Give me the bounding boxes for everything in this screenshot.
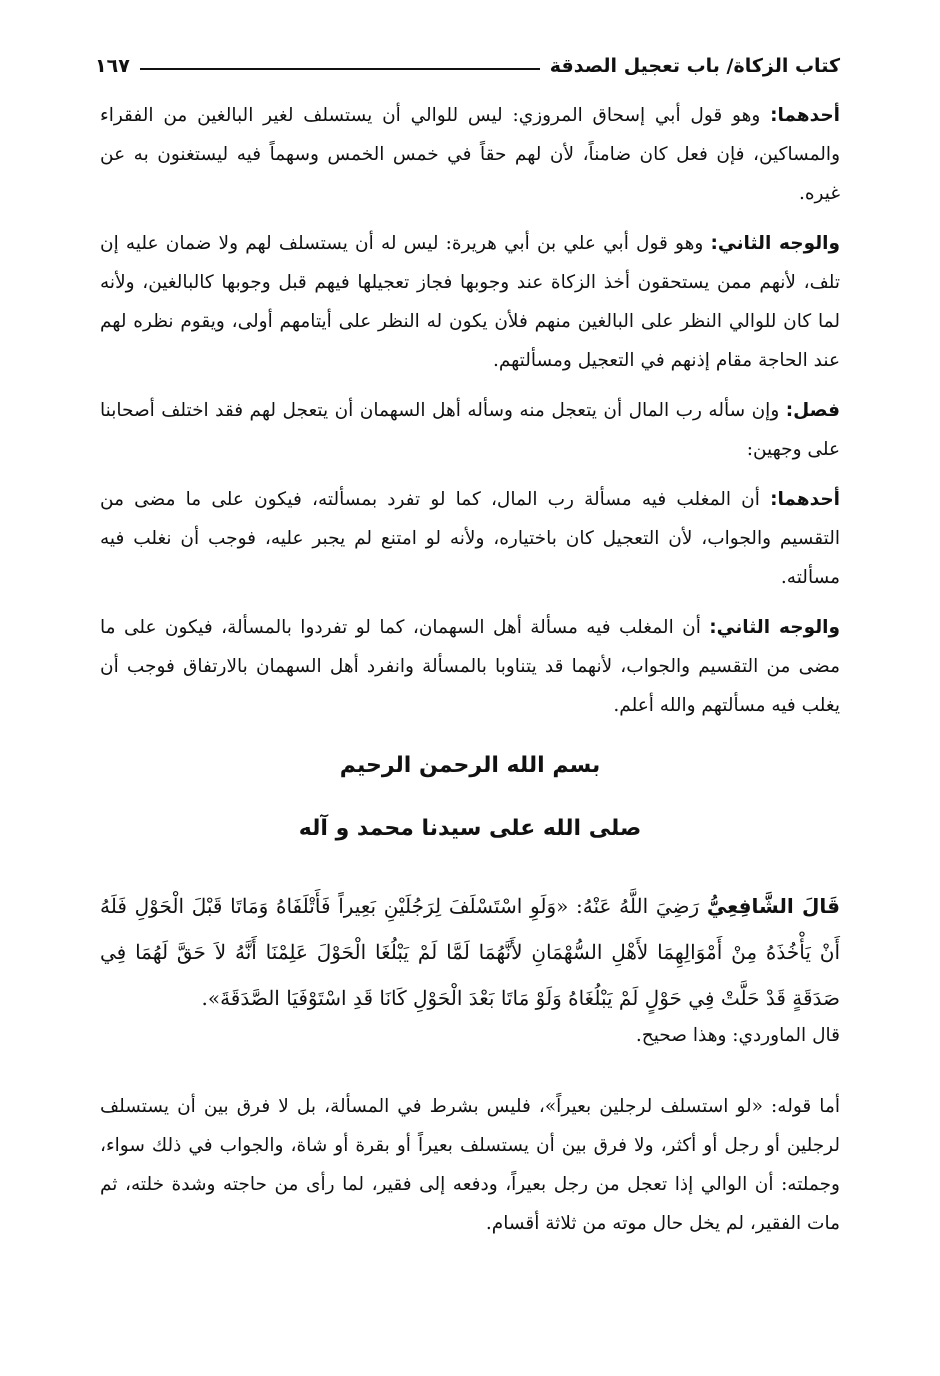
basmala-heading: بسم الله الرحمن الرحيم: [339, 753, 601, 778]
paragraph-second-view: [100, 224, 840, 380]
paragraph-text: أن المغلب فيه مسألة رب المال، كما لو تفرد بمسألته، فيكون على ما مضى من التقسيم والجواب، لأن التعجيل كان باختياره، ولأنه لو امتنع لم يجبر عليه، فوجب أن نغلب فيه مسألته.: [100, 489, 840, 588]
paragraph-lead: أحدهما:: [770, 105, 840, 126]
shafii-quote: [100, 883, 840, 1021]
page-body: [100, 96, 840, 1254]
paragraph-lead: أحدهما:: [770, 489, 840, 510]
salawat-heading: صلى الله على سيدنا محمد و آله: [298, 816, 642, 841]
paragraph-text: وهو قول أبي علي بن أبي هريرة: ليس له أن يستسلف لهم ولا ضمان عليه إن تلف، لأنهم ممن يستحقون أخذ الزكاة عند وجوبها فجاز تعجيلها فيهم قبل وجوبها كالبالغين، ولأنه لما كان للوالي النظر على البالغين منهم فلأن يكون له النظر على أيتامهم أولى، ويقوم نظره لهم عند الحاجة مقام إذنهم في التعجيل ومسألتهم.: [100, 233, 840, 371]
paragraph-text: وهو قول أبي إسحاق المروزي: ليس للوالي أن يستسلف لغير البالغين من الفقراء والمساكين، فإن فعل كان ضامناً، لأن لهم حقاً في خمس الخمس وسهماً فيه ليستغنون به عن غيره.: [100, 105, 840, 204]
paragraph-lead: والوجه الثاني:: [709, 617, 840, 638]
paragraph-lead: والوجه الثاني:: [710, 233, 840, 254]
header-rule: [140, 68, 540, 70]
quote-text: رَضِيَ اللَّهُ عَنْهُ: «وَلَوِ اسْتَسْلَفَ لِرَجُلَيْنِ بَعِيراً فَأَتْلَفَاهُ وَمَاتَا قَبْلَ الْحَوْلِ فَلَهُ أَنْ يَأْخُذَهُ مِنْ أَمْوَالِهِمَا لأَهْلِ السُّهْمَانِ لأَنَّهُمَا لَمَّا لَمْ يَبْلُغَا الْحَوْلَ عَلِمْنَا أَنَّهُ لاَ حَقَّ لَهُمَا فِي صَدَقَةٍ قَدْ حَلَّتْ فِي حَوْلٍ لَمْ يَبْلُغَاهُ وَلَوْ مَاتَا بَعْدَ الْحَوْلِ كَانَا قَدِ اسْتَوْفَيَا الصَّدَقَةَ».: [100, 894, 840, 1010]
paragraph-commentary: أما قوله: «لو استسلف لرجلين بعيراً»، فليس بشرط في المسألة، بل لا فرق بين أن يستسلف لرجلين أو رجل أو أكثر، ولا فرق بين أن يستسلف بعيراً أو بقرة أو شاة، والجواب في ذلك سواء، وجملته: أن الوالي إذا تعجل من رجل بعيراً، ودفعه إلى فقير، لما رأى من حاجته وشدة خلته، ثم مات الفقير، لم يخل حال موته من ثلاثة أقسام.: [100, 1096, 840, 1234]
running-header: [95, 48, 840, 84]
paragraph-first-view: [100, 96, 840, 213]
paragraph-text: أن المغلب فيه مسألة أهل السهمان، كما لو تفردوا بالمسألة، فيكون على ما مضى من التقسيم والجواب، لأنهما قد يتناوبا بالمسألة وانفرد أهل السهمان بالارتفاق فوجب أن يغلب فيه مسألتهم والله أعلم.: [100, 617, 840, 716]
paragraph-text: وإن سأله رب المال أن يتعجل منه وسأله أهل السهمان أن يتعجل لهم فقد اختلف أصحابنا على وجهين:: [100, 400, 840, 460]
paragraph-first-view-2: [100, 480, 840, 597]
paragraph-lead: فصل:: [785, 400, 840, 421]
quote-lead: قَالَ الشَّافِعِيُّ: [706, 894, 840, 918]
paragraph-second-view-2: [100, 608, 840, 725]
mawardi-line: قال الماوردي: وهذا صحيح.: [635, 1025, 840, 1046]
paragraph-section: [100, 391, 840, 469]
page-number: ١٦٧: [95, 55, 130, 77]
header-title: كتاب الزكاة/ باب تعجيل الصدقة: [549, 55, 840, 77]
